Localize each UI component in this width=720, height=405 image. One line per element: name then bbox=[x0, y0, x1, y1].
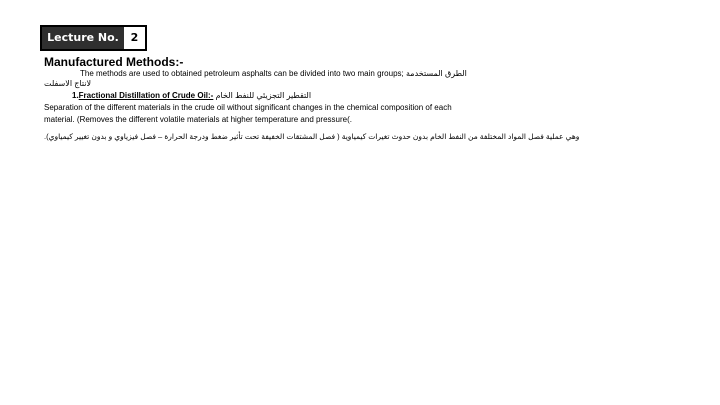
item-number: 1. bbox=[72, 91, 79, 100]
lecture-label: Lecture No. bbox=[42, 27, 124, 49]
item-heading-arabic: التقطير التجزيئي للنفط الخام bbox=[215, 91, 312, 100]
paragraph-line-1: Separation of the different materials in the crude oil without significant changes in the chemical composition of each bbox=[44, 103, 452, 112]
paragraph-arabic: وهي عملية فصل المواد المختلفة من النفط الخام بدون حدوث تغيرات كيمياوية ( فصل المشتقات الخفيفة تحت تأثير ضغط ودرجة الحرارة – فصل فيزياوي و بدون تغيير كيمياوي). bbox=[44, 132, 580, 141]
intro-arabic-2: لانتاج الاسفلت bbox=[44, 79, 92, 88]
item-heading-line bbox=[72, 91, 311, 101]
intro-line bbox=[80, 69, 467, 79]
item-heading: Fractional Distillation of Crude Oil:- bbox=[78, 91, 214, 100]
lecture-number: 2 bbox=[124, 27, 145, 49]
section-title: Manufactured Methods:- bbox=[44, 55, 184, 69]
intro-arabic-1: الطرق المستخدمة bbox=[406, 69, 467, 78]
intro-english: The methods are used to obtained petroleum asphalts can be divided into two main groups; bbox=[80, 69, 404, 78]
paragraph-line-2: material. (Removes the different volatile materials at higher temperature and pressure(. bbox=[44, 115, 352, 124]
